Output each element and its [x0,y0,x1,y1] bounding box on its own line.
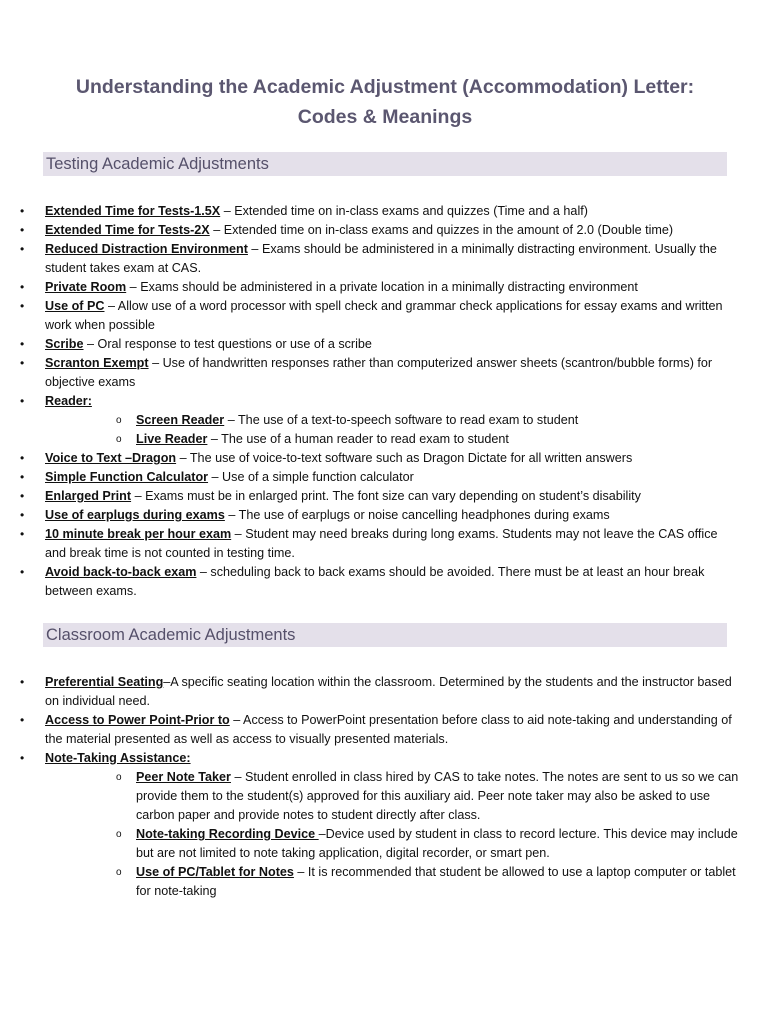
item-description: – Access to PowerPoint presentation before class to aid note-taking and understanding of the material presented as well as access to visually presented materials. [45,713,732,746]
item-term: Scranton Exempt [45,356,149,370]
list-item [0,506,740,525]
item-description: – The use of voice-to-text software such as Dragon Dictate for all written answers [176,451,633,465]
section-heading-text: Classroom Academic Adjustments [46,626,296,644]
testing-adjustments-list [0,202,740,601]
item-term: Peer Note Taker [136,770,231,784]
item-description: – Use of handwritten responses rather than computerized answer sheets (scantron/bubble forms) for objective exams [45,356,713,389]
list-item [0,221,740,240]
item-term: Screen Reader [136,413,225,427]
sublist-item [45,430,740,449]
item-term: Note-taking Recording Device [136,827,319,841]
list-item [0,240,740,278]
item-description: – Oral response to test questions or use of a scribe [83,337,372,351]
list-item [0,468,740,487]
item-term: Extended Time for Tests-1.5X [45,204,221,218]
item-term: Use of earplugs during exams [45,508,225,522]
list-item [0,673,740,711]
list-item [0,297,740,335]
item-term: Enlarged Print [45,489,132,503]
list-item [0,525,740,563]
item-term: Note-Taking Assistance: [45,751,191,765]
sublist-item [45,863,740,901]
section-heading-text: Testing Academic Adjustments [46,155,269,173]
list-item [0,711,740,749]
item-description: – Student enrolled in class hired by CAS to take notes. The notes are sent to us so we can provide them to the student(s) approved for this auxiliary aid. Peer note taker may also be asked to use carbon paper and provide notes to student directly after class. [136,770,739,822]
item-description: – Allow use of a word processor with spell check and grammar check applications for essay exams and written work when possible [45,299,723,332]
list-item [0,487,740,506]
item-term: Use of PC/Tablet for Notes [136,865,294,879]
item-description: – scheduling back to back exams should be avoided. There must be at least an hour break between exams. [45,565,705,598]
item-description: – Student may need breaks during long exams. Students may not leave the CAS office and break time is not counted in testing time. [45,527,718,560]
sublist-item [45,825,740,863]
list-item [0,278,740,297]
list-item [0,749,740,901]
item-description: – The use of earplugs or noise cancelling headphones during exams [224,508,610,522]
item-term: 10 minute break per hour exam [45,527,232,541]
item-description: –Device used by student in class to record lecture. This device may include but are not limited to note taking application, digital recorder, or smart pen. [136,827,738,860]
reader-sublist [45,411,740,449]
item-description: – The use of a human reader to read exam to student [207,432,509,446]
list-item [0,354,740,392]
item-term: Reader: [45,394,92,408]
item-description: – Exams must be in enlarged print. The font size can vary depending on student’s disability [131,489,641,503]
item-term: Extended Time for Tests-2X [45,223,210,237]
section-heading-testing [43,152,727,176]
item-term: Preferential Seating [45,675,164,689]
document-title [40,72,730,132]
item-description: – The use of a text-to-speech software to read exam to student [224,413,579,427]
list-item [0,335,740,354]
item-description: – Use of a simple function calculator [208,470,414,484]
sublist-item [45,768,740,825]
item-term: Avoid back-to-back exam [45,565,197,579]
item-term: Use of PC [45,299,105,313]
item-description: – It is recommended that student be allowed to use a laptop computer or tablet for note-taking [136,865,736,898]
list-item [0,563,740,601]
list-item [0,392,740,449]
item-term: Scribe [45,337,84,351]
item-description: – Extended time on in-class exams and quizzes (Time and a half) [220,204,588,218]
item-term: Access to Power Point-Prior to [45,713,230,727]
item-description: – Extended time on in-class exams and quizzes in the amount of 2.0 (Double time) [209,223,674,237]
item-description: –A specific seating location within the classroom. Determined by the students and the instructor based on individual need. [45,675,732,708]
item-description: – Exams should be administered in a private location in a minimally distracting environment [126,280,638,294]
note-taking-sublist [45,768,740,901]
title-line-1: Understanding the Academic Adjustment (Accommodation) Letter: [75,76,695,98]
item-term: Simple Function Calculator [45,470,209,484]
item-term: Live Reader [136,432,208,446]
sublist-item [45,411,740,430]
list-item [0,449,740,468]
item-term: Private Room [45,280,127,294]
item-term: Reduced Distraction Environment [45,242,248,256]
item-term: Voice to Text –Dragon [45,451,177,465]
classroom-adjustments-list [0,673,740,901]
list-item [0,202,740,221]
section-heading-classroom [43,623,727,647]
title-line-2: Codes & Meanings [297,106,473,128]
item-description: – Exams should be administered in a minimally distracting environment. Usually the student takes exam at CAS. [45,242,717,275]
